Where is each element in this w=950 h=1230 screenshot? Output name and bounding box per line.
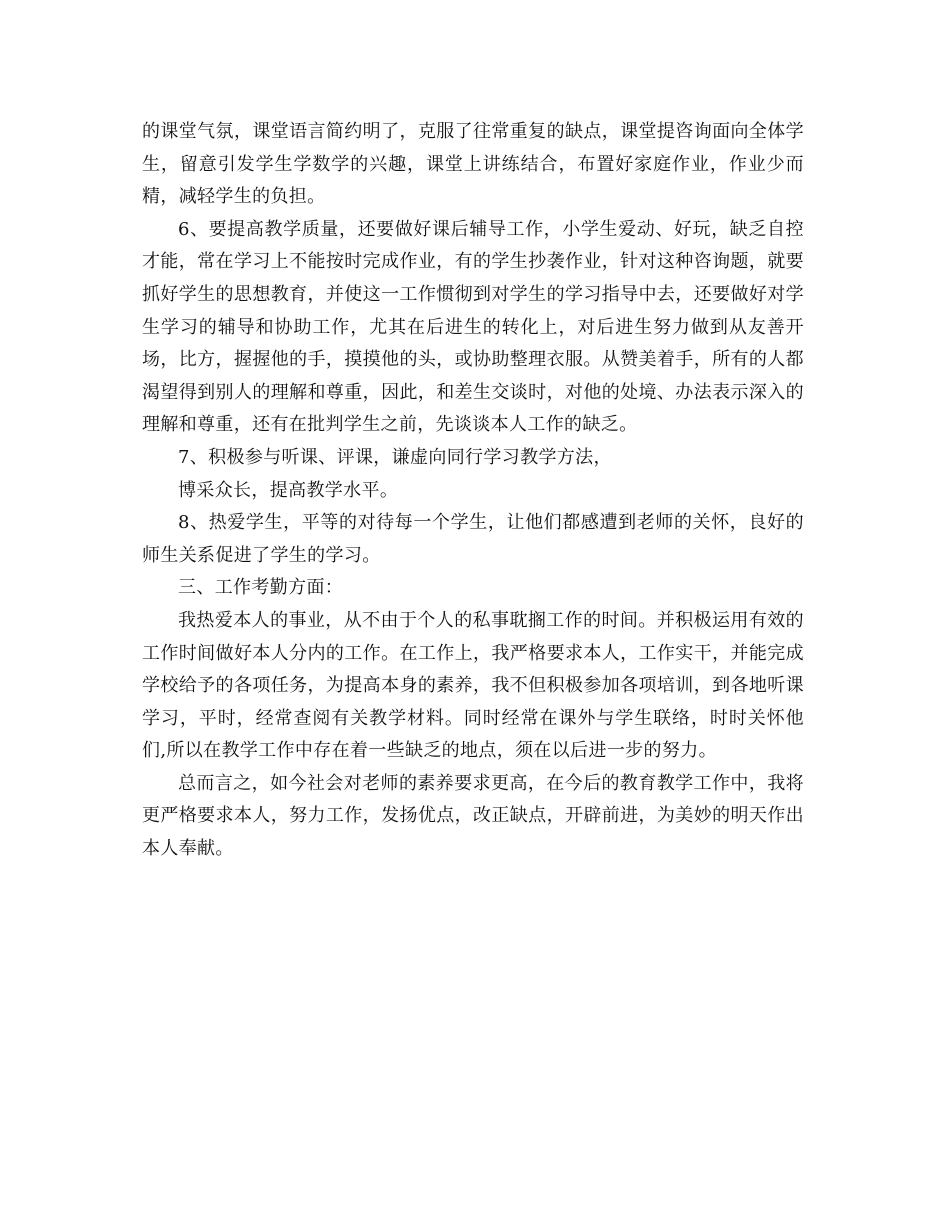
paragraph-conclusion: 总而言之，如今社会对老师的素养要求更高，在今后的教育教学工作中，我将更严格要求本人，努力工作，发扬优点，改正缺点，开辟前进，为美妙的明天作出本人奉献。 xyxy=(142,772,804,860)
paragraph-item-7-lesson-observation: 7、积极参与听课、评课，谦虚向同行学习教学方法， xyxy=(178,446,612,468)
document-body xyxy=(142,116,804,866)
paragraph-item-8-love-students: 8、热爱学生，平等的对待每一个学生，让他们都感遭到老师的关怀，良好的师生关系促进了学生的学习。 xyxy=(142,512,804,566)
paragraph-item-6-tutoring: 6、要提高教学质量，还要做好课后辅导工作，小学生爱动、好玩，缺乏自控才能，常在学习上不能按时完成作业，有的学生抄袭作业，针对这种咨询题，就要抓好学生的思想教育，并使这一工作惯彻到对学生的学习指导中去，还要做好对学生学习的辅导和协助工作，尤其在后进生的转化上，对后进生努力做到从友善开场，比方，握握他的手，摸摸他的头，或协助整理衣服。从赞美着手，所有的人都渴望得到别人的理解和尊重，因此，和差生交谈时，对他的处境、办法表示深入的理解和尊重，还有在批判学生之前，先谈谈本人工作的缺乏。 xyxy=(142,218,804,436)
paragraph-continued-classroom: 的课堂气氛，课堂语言简约明了，克服了往常重复的缺点，课堂提咨询面向全体学生，留意引发学生学数学的兴趣，课堂上讲练结合，布置好家庭作业，作业少而精，减轻学生的负担。 xyxy=(142,121,804,208)
section-heading-attendance: 三、工作考勤方面： xyxy=(178,577,344,599)
paragraph-attendance-details: 我热爱本人的事业，从不由于个人的私事耽搁工作的时间。并积极运用有效的工作时间做好本人分内的工作。在工作上，我严格要求本人，工作实干，并能完成学校给予的各项任务，为提高本身的素养，我不但积极参加各项培训，到各地听课学习，平时，经常查阅有关教学材料。同时经常在课外与学生联络，时时关怀他们,所以在教学工作中存在着一些缺乏的地点，须在以后进一步的努力。 xyxy=(142,609,804,762)
paragraph-item-7-continuation: 博采众长，提高教学水平。 xyxy=(178,479,399,501)
